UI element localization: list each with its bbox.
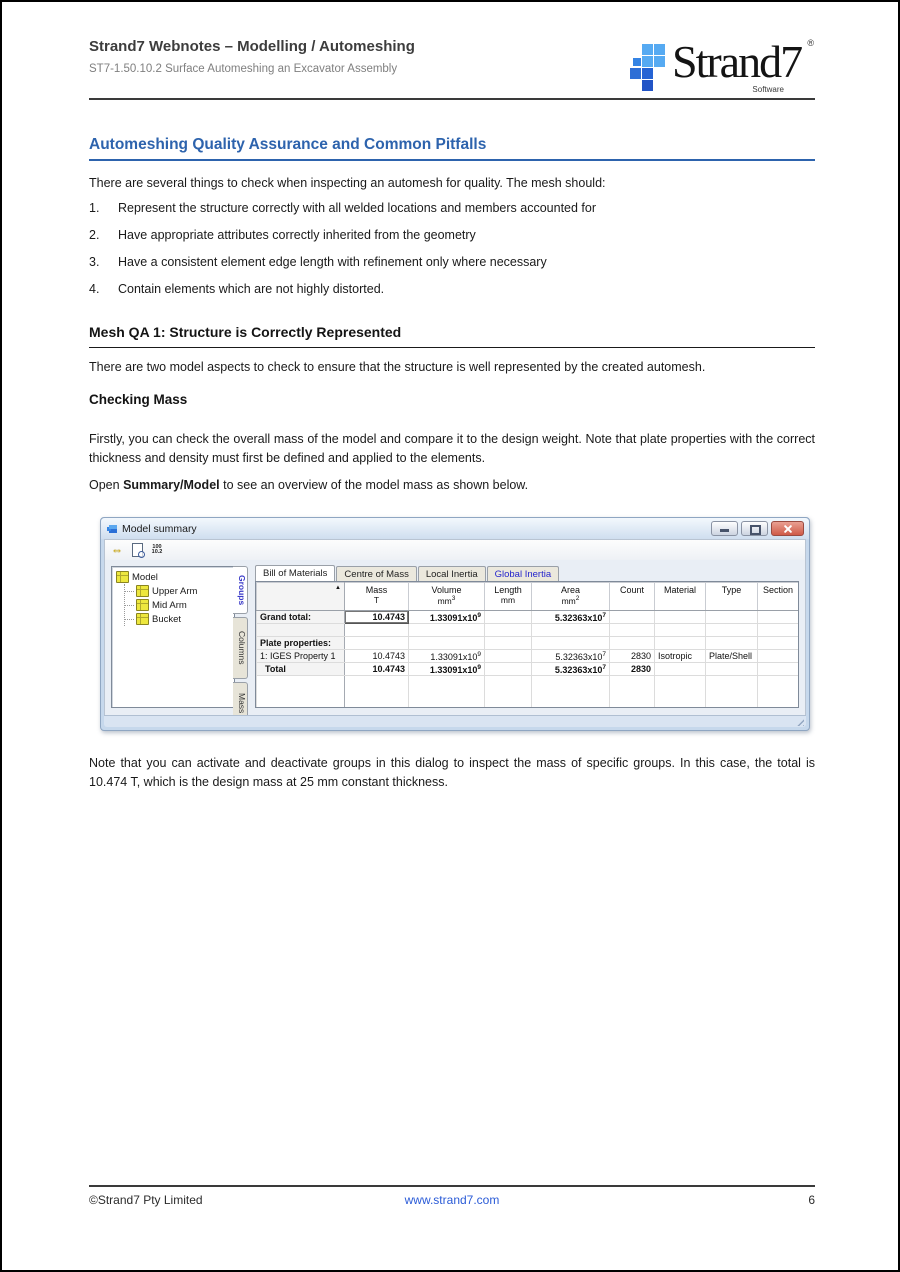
list-text: Have appropriate attributes correctly inherited from the geometry <box>118 228 476 242</box>
section-title: Automeshing Quality Assurance and Common Pitfalls <box>89 136 815 161</box>
col-header-mass[interactable]: Mass T <box>345 583 409 611</box>
col-header-blank[interactable] <box>257 583 345 611</box>
summary-model-bold: Summary/Model <box>123 478 220 492</box>
swap-arrows-icon[interactable]: ⇔ <box>111 543 123 557</box>
strand7-logo <box>630 36 816 96</box>
group-icon <box>116 571 129 583</box>
page-number: 6 <box>808 1193 815 1207</box>
registered-mark: ® <box>807 38 814 48</box>
cell-length[interactable] <box>485 663 532 676</box>
cell-material[interactable] <box>655 611 706 624</box>
row-iges-property-1 <box>257 650 799 663</box>
dialog-body <box>104 560 806 716</box>
list-item <box>89 228 815 242</box>
cell-area[interactable]: $5.32363x10^7$ <box>532 650 610 663</box>
open-post: to see an overview of the model mass as shown below. <box>219 478 529 492</box>
group-icon <box>136 599 149 611</box>
tree-label: Model <box>132 571 158 583</box>
maximize-button[interactable] <box>741 521 768 536</box>
mass-paragraph: Firstly, you can check the overall mass of the model and compare it to the design weight. Note that plate properties with the correct thickness and density must first be defined and applied to the elements. <box>89 432 815 466</box>
cell-volume[interactable]: $1.33091x10^9$ <box>409 650 485 663</box>
cell-count[interactable]: 2830 <box>610 650 655 663</box>
cell-mass[interactable]: 10.4743 <box>345 663 409 676</box>
open-summary-paragraph <box>89 476 815 495</box>
minimize-button[interactable] <box>711 521 738 536</box>
strand7-window-icon <box>109 525 113 529</box>
model-summary-window <box>100 517 810 731</box>
minimize-icon <box>720 529 729 532</box>
group-icon <box>136 585 149 597</box>
tree-item-upper-arm[interactable] <box>125 584 234 598</box>
col-header-type[interactable]: Type <box>706 583 758 611</box>
footer-link[interactable]: www.strand7.com <box>404 1193 500 1207</box>
cell-label[interactable]: 1: IGES Property 1 <box>257 650 345 663</box>
footer-copyright: ©Strand7 Pty Limited <box>89 1193 203 1207</box>
strand7-wordmark: Strand7 <box>672 36 802 87</box>
cell-section[interactable] <box>758 650 799 663</box>
list-number: 4. <box>89 282 100 296</box>
dialog-statusbar <box>104 715 806 727</box>
list-text: Represent the structure correctly with all welded locations and members accounted for <box>118 201 597 215</box>
tree-item-mid-arm[interactable] <box>125 598 234 612</box>
list-item <box>89 201 815 215</box>
page-footer <box>89 1193 815 1207</box>
col-header-count[interactable]: Count <box>610 583 655 611</box>
list-item <box>89 255 815 269</box>
tab-bill-of-materials[interactable]: Bill of Materials <box>255 565 335 581</box>
col-header-area[interactable]: Area $mm^2$ <box>532 583 610 611</box>
side-tab-groups[interactable]: Groups <box>233 566 248 614</box>
tree-children <box>124 584 234 626</box>
page-header <box>89 38 415 75</box>
cell-count[interactable]: 2830 <box>610 663 655 676</box>
cell-area[interactable]: $5.32363x10^7$ <box>532 663 610 676</box>
row-total <box>257 663 799 676</box>
cell-material[interactable] <box>655 663 706 676</box>
cell-volume[interactable]: $1.33091x10^9$ <box>409 611 485 624</box>
col-header-material[interactable]: Material <box>655 583 706 611</box>
list-number: 2. <box>89 228 100 242</box>
tab-centre-of-mass[interactable]: Centre of Mass <box>336 566 416 581</box>
qa-checklist <box>89 201 815 309</box>
groups-tree-panel <box>111 566 235 708</box>
col-header-volume[interactable]: Volume $mm^3$ <box>409 583 485 611</box>
tab-global-inertia[interactable]: Global Inertia <box>487 566 560 581</box>
cell-label[interactable]: Total <box>257 663 345 676</box>
cell-area[interactable]: $5.32363x10^7$ <box>532 611 610 624</box>
qa1-paragraph: There are two model aspects to check to ensure that the structure is well represented by the created automesh. <box>89 360 706 374</box>
cell-section[interactable] <box>758 663 799 676</box>
footer-divider <box>89 1185 815 1187</box>
list-number: 1. <box>89 201 100 215</box>
list-text: Have a consistent element edge length with refinement only where necessary <box>118 255 547 269</box>
doc-subtitle: ST7-1.50.10.2 Surface Automeshing an Excavator Assembly <box>89 63 398 75</box>
row-grand-total <box>257 611 799 624</box>
cell-mass[interactable]: 10.4743 <box>345 611 409 624</box>
number-format-icon[interactable]: 100 10.2 <box>151 544 163 555</box>
summary-tabs <box>255 565 799 581</box>
list-number: 3. <box>89 255 100 269</box>
logo-software-label: Software <box>752 85 784 94</box>
cell-mass[interactable]: 10.4743 <box>345 650 409 663</box>
tree-label: Upper Arm <box>152 585 198 597</box>
summary-panel <box>255 565 799 708</box>
cell-type[interactable]: Plate/Shell <box>706 650 758 663</box>
row-plate-properties-header <box>257 637 799 650</box>
cell-type[interactable] <box>706 611 758 624</box>
sort-asc-icon[interactable]: ▲ <box>335 585 341 591</box>
window-title: Model summary <box>122 522 197 535</box>
window-controls <box>708 521 804 536</box>
strand7-logo-icon <box>630 44 670 92</box>
side-tab-strip <box>233 566 249 727</box>
group-icon <box>136 613 149 625</box>
cell-material[interactable]: Isotropic <box>655 650 706 663</box>
resize-grip[interactable] <box>795 717 804 726</box>
tree-label: Bucket <box>152 613 182 625</box>
header-divider <box>89 98 815 100</box>
dialog-toolbar <box>104 539 806 561</box>
tree-root-model[interactable] <box>116 570 234 584</box>
cell-length[interactable] <box>485 611 532 624</box>
cell-length[interactable] <box>485 650 532 663</box>
row-empty <box>257 624 799 637</box>
tree-label: Mid Arm <box>152 599 187 611</box>
list-text: Contain elements which are not highly distorted. <box>118 282 385 296</box>
tab-local-inertia[interactable]: Local Inertia <box>418 566 486 581</box>
table-header-row <box>257 583 799 611</box>
tree-item-bucket[interactable] <box>125 612 234 626</box>
cell-type[interactable] <box>706 663 758 676</box>
doc-title: Strand7 Webnotes – Modelling / Automeshing <box>89 38 415 55</box>
side-tab-columns[interactable]: Columns <box>233 617 248 679</box>
cell-label[interactable]: Grand total: <box>257 611 345 624</box>
side-tab-mass[interactable]: Mass <box>233 682 248 724</box>
print-preview-icon[interactable] <box>128 542 146 558</box>
row-filler <box>257 676 799 709</box>
list-item <box>89 282 815 296</box>
window-titlebar[interactable] <box>101 518 809 539</box>
col-header-length[interactable]: Length mm <box>485 583 532 611</box>
checking-mass-heading: Checking Mass <box>89 392 188 407</box>
cell-section[interactable] <box>758 611 799 624</box>
cell-volume[interactable]: $1.33091x10^9$ <box>409 663 485 676</box>
cell-count[interactable] <box>610 611 655 624</box>
qa1-heading: Mesh QA 1: Structure is Correctly Represented <box>89 324 815 348</box>
note-paragraph: Note that you can activate and deactivate groups in this dialog to inspect the mass of specific groups. In this case, the total is 10.474 T, which is the design mass at 25 mm constant thickness. <box>89 756 815 790</box>
intro-paragraph: There are several things to check when inspecting an automesh for quality. The mesh should: <box>89 176 606 190</box>
cell-label[interactable]: Plate properties: <box>257 637 345 650</box>
maximize-icon <box>750 525 761 535</box>
groups-tree <box>112 567 234 626</box>
bill-of-materials-table <box>255 581 799 708</box>
open-pre: Open <box>89 478 124 492</box>
col-header-section[interactable]: Section <box>758 583 799 611</box>
close-button[interactable] <box>771 521 804 536</box>
